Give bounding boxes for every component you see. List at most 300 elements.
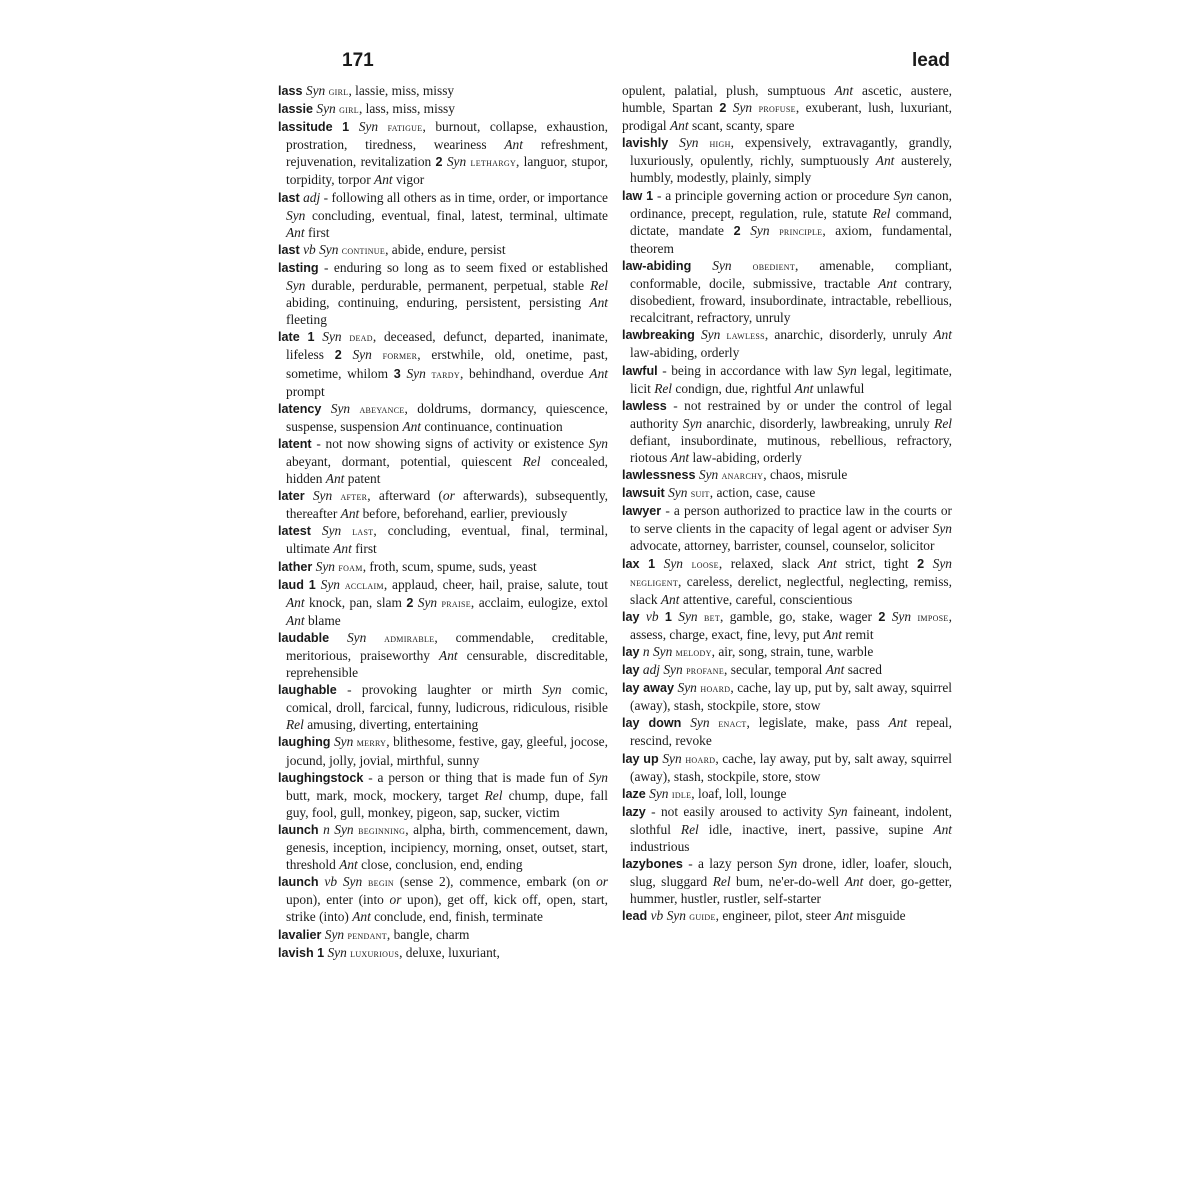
- definition-text: [681, 715, 690, 730]
- definition-text: , secular, temporal: [724, 662, 826, 678]
- cross-reference: former: [382, 348, 418, 363]
- headword: laze: [622, 786, 646, 801]
- definition-text: law-abiding, orderly: [689, 449, 802, 465]
- headword: lay: [622, 663, 640, 678]
- definition-text: sacred: [844, 662, 882, 678]
- headword: lax: [622, 556, 640, 571]
- definition-text: amusing, diverting, entertaining: [303, 717, 479, 733]
- usage-label: Syn: [668, 485, 688, 501]
- headword: lavalier: [278, 927, 322, 942]
- definition-text: , blithesome, festive, gay, gleeful, jocose, jocund, jolly, jovial, mirthful, sunny: [286, 734, 608, 768]
- headword: lay: [622, 645, 640, 659]
- dictionary-entry: [278, 769, 608, 821]
- definition-text: [732, 258, 753, 273]
- headword: laughing: [278, 735, 331, 750]
- sense-number: 2: [733, 223, 741, 238]
- usage-label: Syn: [700, 327, 721, 343]
- definition-text: , amenable, compliant, conformable, docile, submissive, tractable: [630, 257, 952, 292]
- definition-text: condign, due, rightful: [672, 380, 795, 396]
- headword: law: [622, 188, 643, 203]
- usage-label: Ant: [402, 418, 422, 434]
- entry-continuation: [622, 82, 952, 134]
- dictionary-entry: [622, 679, 952, 714]
- cross-reference: enact: [718, 716, 747, 731]
- definition-text: afterwards), subsequently, thereafter: [286, 488, 609, 522]
- cross-reference: hoard: [700, 681, 731, 696]
- definition-text: first: [351, 541, 377, 557]
- dictionary-entry: [278, 558, 608, 576]
- usage-label: Syn: [588, 435, 608, 451]
- dictionary-entry: [622, 326, 952, 361]
- definition-text: legal, legitimate, licit: [630, 362, 952, 396]
- usage-label: Ant: [340, 506, 360, 522]
- usage-label: Syn: [542, 682, 562, 698]
- definition-text: opulent, palatial, plush, sumptuous: [622, 83, 835, 98]
- usage-label: Syn: [663, 555, 683, 571]
- dictionary-entry: [622, 750, 952, 785]
- definition-text: canon, ordinance, precept, regulation, rule, statute: [630, 187, 952, 221]
- dictionary-entry: [622, 661, 952, 679]
- headword: law-abiding: [622, 258, 692, 273]
- definition-text: anarchic, disorderly, lawbreaking, unruly: [702, 415, 935, 431]
- definition-text: [372, 347, 383, 362]
- headword: lay up: [622, 751, 659, 766]
- usage-label: Rel: [680, 821, 699, 837]
- usage-label: Syn: [315, 558, 335, 574]
- usage-label: Ant: [670, 449, 690, 465]
- usage-label: Syn: [406, 365, 426, 381]
- usage-label: or: [596, 874, 608, 890]
- cross-reference: lethargy: [470, 155, 517, 170]
- page-number: 171: [342, 50, 374, 71]
- definition-text: patent: [344, 471, 381, 487]
- usage-label: Rel: [872, 205, 891, 221]
- dictionary-entry: [622, 362, 952, 397]
- usage-label: Rel: [934, 415, 952, 431]
- usage-label: Syn: [321, 523, 342, 539]
- usage-label: Syn: [893, 187, 913, 203]
- definition-text: [924, 556, 933, 571]
- cross-reference: high: [709, 136, 731, 151]
- definition-text: , action, case, cause: [709, 485, 816, 501]
- usage-label: Syn: [712, 257, 732, 273]
- usage-label: Ant: [818, 555, 837, 571]
- definition-text: advocate, attorney, barrister, counsel, counselor, solicitor: [630, 538, 935, 554]
- headword: lawyer: [622, 504, 662, 519]
- definition-text: , gamble, go, stake, wager: [720, 608, 879, 624]
- usage-label: Ant: [878, 276, 897, 292]
- dictionary-entry: [278, 576, 608, 629]
- definition-text: , acclaim, eulogize, extol: [470, 594, 608, 610]
- definition-text: - a person authorized to practice law in the courts or to serve clients in the capacity of legal agent or adviser: [630, 503, 952, 537]
- usage-label: Ant: [339, 857, 358, 873]
- left-column: [278, 82, 608, 962]
- definition-text: prompt: [286, 383, 325, 399]
- dictionary-entry: [622, 907, 952, 925]
- cross-reference: luxurious: [350, 945, 400, 960]
- definition-text: [349, 119, 359, 134]
- definition-text: - provoking laughter or mirth: [336, 682, 543, 698]
- usage-label: Ant: [439, 648, 458, 663]
- guide-word: lead: [911, 50, 950, 71]
- definition-text: , alpha, birth, commencement, dawn, genesis, inception, incipiency, morning, onset, outset, start, threshold: [286, 821, 608, 873]
- definition-text: repeal, rescind, revoke: [630, 715, 952, 749]
- definition-text: , assess, charge, exact, fine, levy, put: [630, 608, 952, 642]
- definition-text: (sense 2), commence, embark (on: [393, 874, 597, 890]
- usage-label: Ant: [823, 626, 842, 642]
- dictionary-page: [278, 48, 953, 960]
- definition-text: , anarchic, disorderly, unruly: [764, 327, 934, 343]
- usage-label: Syn: [327, 944, 347, 960]
- headword: launch: [278, 875, 319, 890]
- definition-text: , deluxe, luxuriant,: [399, 944, 500, 960]
- definition-text: , commendable, creditable, meritorious, praiseworthy: [286, 629, 608, 663]
- definition-text: - a lazy person: [682, 856, 778, 872]
- cross-reference: merry: [356, 735, 387, 750]
- definition-text: remit: [841, 626, 874, 642]
- usage-label: Ant: [504, 137, 523, 153]
- dictionary-entry: [278, 944, 608, 962]
- usage-label: Ant: [325, 471, 345, 487]
- usage-label: Syn: [346, 629, 367, 645]
- usage-label: Syn: [312, 488, 333, 504]
- dictionary-entry: [278, 400, 608, 435]
- definition-text: , loaf, loll, lounge: [691, 785, 787, 801]
- usage-label: Ant: [660, 591, 680, 607]
- definition-text: blame: [304, 612, 341, 628]
- dictionary-entry: [622, 803, 952, 855]
- definition-text: fleeting: [286, 312, 327, 328]
- cross-reference: fatigue: [387, 120, 423, 135]
- usage-label: Syn: [588, 769, 608, 785]
- dictionary-entry: [278, 435, 608, 487]
- usage-label: Ant: [933, 821, 953, 837]
- cross-reference: idle: [671, 786, 692, 801]
- usage-label: Syn: [678, 608, 698, 624]
- usage-label: adj: [303, 189, 321, 205]
- definition-text: , axiom, fundamental, theorem: [630, 222, 952, 256]
- headword: late: [278, 330, 300, 345]
- usage-label: or: [389, 892, 402, 908]
- dictionary-entry: [622, 502, 952, 554]
- usage-label: Syn: [891, 608, 912, 624]
- usage-label: Syn: [305, 83, 326, 98]
- cross-reference: dead: [349, 330, 373, 345]
- usage-label: Ant: [669, 118, 689, 134]
- definition-text: , lassie, miss, missy: [348, 83, 455, 98]
- definition-text: [341, 523, 352, 538]
- definition-text: defiant, insubordinate, mutinous, rebellious, refractory, riotous: [630, 432, 952, 465]
- definition-text: knock, pan, slam: [304, 594, 407, 610]
- definition-text: , chaos, misrule: [763, 467, 848, 483]
- usage-label: Syn: [320, 576, 340, 592]
- headword: lazy: [622, 804, 646, 819]
- headword: lawsuit: [622, 486, 665, 501]
- dictionary-entry: [622, 397, 952, 466]
- cross-reference: loose: [691, 556, 719, 571]
- usage-label: Syn: [649, 785, 669, 801]
- definition-text: [342, 347, 353, 362]
- headword: lay down: [622, 716, 682, 731]
- sense-number: 2: [334, 348, 342, 363]
- headword: latest: [278, 524, 311, 539]
- usage-label: Syn: [932, 521, 952, 537]
- definition-text: [321, 401, 330, 416]
- headword: last: [278, 242, 300, 257]
- definition-text: austerely, humbly, modestly, plainly, simply: [630, 153, 952, 186]
- definition-text: [668, 135, 679, 150]
- usage-label: Ant: [933, 327, 952, 343]
- headword: laudable: [278, 630, 330, 645]
- dictionary-entry: [622, 608, 952, 643]
- cross-reference: admirable: [384, 630, 435, 645]
- definition-text: continuance, continuation: [421, 418, 563, 434]
- definition-text: , abide, endure, persist: [385, 241, 506, 257]
- cross-reference: pendant: [347, 927, 387, 942]
- cross-reference: profane: [686, 663, 725, 678]
- definition-text: faineant, indolent, slothful: [630, 803, 952, 837]
- dictionary-entry: [278, 118, 608, 188]
- usage-label: Rel: [484, 787, 503, 803]
- definition-text: , afterward (: [367, 488, 443, 504]
- definition-text: , languor, stupor, torpidity, torpor: [286, 154, 608, 188]
- definition-text: [655, 556, 664, 571]
- usage-label: Syn: [446, 154, 467, 170]
- sense-number: 3: [393, 366, 401, 381]
- definition-text: before, beforehand, earlier, previously: [359, 506, 568, 522]
- definition-text: , froth, scum, spume, suds, yeast: [362, 558, 537, 574]
- definition-text: misguide: [853, 908, 906, 924]
- headword: lasting: [278, 260, 319, 275]
- headword: lassie: [278, 102, 314, 117]
- definition-text: [329, 630, 347, 645]
- dictionary-entry: [622, 643, 952, 661]
- dictionary-entry: [278, 100, 608, 118]
- cross-reference: tardy: [431, 366, 460, 381]
- headword: last: [278, 190, 300, 205]
- dictionary-entry: [278, 733, 608, 768]
- headword: lawlessness: [622, 468, 696, 483]
- dictionary-entry: [278, 821, 608, 873]
- usage-label: Syn: [732, 100, 753, 116]
- headword: lead: [622, 909, 648, 924]
- headword: lassitude: [278, 120, 333, 135]
- definition-text: strict, tight: [836, 555, 918, 571]
- definition-text: , cache, lay up, put by, salt away, squirrel (away), stash, stockpile, store, stow: [630, 680, 952, 714]
- sense-number: 2: [719, 101, 727, 116]
- definition-text: - a principle governing action or procedure: [653, 187, 894, 203]
- dictionary-entry: [278, 487, 608, 522]
- cross-reference: profuse: [758, 101, 796, 116]
- cross-reference: acclaim: [344, 577, 384, 592]
- usage-label: Ant: [286, 612, 305, 628]
- definition-text: law-abiding, orderly: [630, 345, 740, 361]
- dictionary-entry: [278, 873, 608, 925]
- cross-reference: bet: [704, 609, 721, 624]
- definition-text: , careless, derelict, neglectful, neglecting, remiss, slack: [630, 573, 952, 607]
- cross-reference: obedient: [752, 258, 796, 273]
- usage-label: Rel: [712, 874, 731, 890]
- usage-label: Syn: [662, 750, 682, 766]
- usage-label: Ant: [589, 295, 608, 311]
- cross-reference: hoard: [685, 751, 716, 766]
- definition-text: durable, perdurable, permanent, perpetual, stable: [305, 278, 591, 294]
- cross-reference: melody: [675, 645, 712, 659]
- usage-label: Syn: [286, 207, 306, 223]
- dictionary-entry: [278, 681, 608, 733]
- definition-text: unlawful: [813, 380, 865, 396]
- usage-label: or: [442, 488, 455, 504]
- dictionary-entry: [278, 259, 608, 328]
- definition-text: industrious: [630, 839, 690, 855]
- usage-label: Ant: [286, 594, 305, 610]
- usage-label: Syn: [324, 926, 345, 942]
- cross-reference: abeyance: [359, 401, 405, 416]
- cross-reference: praise: [441, 595, 471, 610]
- usage-label: Syn: [352, 347, 372, 363]
- sense-number: 1: [342, 120, 350, 135]
- usage-label: Syn: [679, 135, 699, 151]
- definition-text: , expensively, extravagantly, grandly, luxuriously, opulently, richly, sumptuously: [630, 135, 952, 169]
- definition-text: idle, inactive, inert, passive, supine: [698, 821, 934, 837]
- cross-reference: suit: [690, 486, 710, 501]
- sense-number: 1: [646, 188, 654, 203]
- headword: lass: [278, 84, 303, 98]
- dictionary-entry: [622, 855, 952, 907]
- definition-text: vigor: [392, 172, 425, 188]
- usage-label: Syn: [828, 803, 848, 819]
- definition-text: [378, 119, 388, 134]
- cross-reference: after: [340, 489, 368, 504]
- usage-label: Ant: [888, 715, 908, 731]
- cross-reference: guide: [689, 909, 716, 924]
- definition-text: chump, dupe, fall guy, fool, gull, monkey, pigeon, sap, sucker, victim: [286, 787, 608, 820]
- usage-label: Ant: [825, 662, 845, 678]
- usage-label: vb: [303, 241, 316, 257]
- definition-text: , exuberant, lush, luxuriant, prodigal: [622, 100, 952, 134]
- headword: lazybones: [622, 857, 683, 872]
- definition-text: first: [304, 224, 330, 240]
- sense-number: 2: [406, 595, 414, 610]
- usage-label: Ant: [794, 380, 814, 396]
- usage-label: Ant: [333, 541, 352, 557]
- headword: laud: [278, 577, 304, 592]
- cross-reference: last: [352, 524, 374, 539]
- sense-number: 1: [308, 577, 316, 592]
- sense-number: 1: [307, 330, 315, 345]
- definition-text: [333, 119, 343, 134]
- headword: lavish: [278, 945, 314, 960]
- usage-label: adj: [642, 662, 660, 678]
- definition-text: [311, 523, 322, 538]
- headword: lay away: [622, 681, 674, 696]
- usage-label: Ant: [352, 909, 371, 925]
- definition-text: - a person or thing that is made fun of: [363, 769, 589, 785]
- sense-number: 1: [317, 945, 325, 960]
- definition-text: [691, 258, 712, 273]
- cross-reference: impose: [917, 609, 949, 624]
- definition-text: abeyant, dormant, potential, quiescent: [286, 453, 523, 469]
- definition-text: contrary, disobedient, froward, insubordinate, intractable, rebellious, recalcitrant, refractory, unruly: [630, 276, 952, 326]
- headword: latency: [278, 401, 322, 416]
- dictionary-entry: [278, 241, 608, 259]
- cross-reference: foam: [338, 559, 363, 574]
- dictionary-entry: [278, 522, 608, 557]
- usage-label: Syn: [677, 680, 697, 696]
- usage-label: Ant: [834, 908, 854, 924]
- cross-reference: principle: [779, 223, 823, 238]
- dictionary-entry: [622, 484, 952, 502]
- definition-text: , engineer, pilot, steer: [715, 908, 835, 924]
- definition-text: - following all others as in time, order, or importance: [320, 189, 608, 205]
- dictionary-entry: [622, 257, 952, 326]
- cross-reference: anarchy: [721, 468, 764, 483]
- entry-columns: [278, 82, 952, 962]
- dictionary-entry: [278, 189, 608, 241]
- definition-text: close, conclusion, end, ending: [357, 857, 523, 873]
- usage-label: Rel: [654, 380, 673, 396]
- usage-label: Ant: [374, 172, 393, 188]
- definition-text: - not easily aroused to activity: [645, 803, 829, 819]
- definition-text: drone, idler, loafer, slouch, slug, sluggard: [630, 856, 952, 890]
- definition-text: , burnout, collapse, exhaustion, prostration, tiredness, weariness: [286, 119, 608, 153]
- definition-text: concluding, eventual, final, latest, terminal, ultimate: [305, 207, 608, 223]
- usage-label: Syn: [777, 856, 798, 872]
- cross-reference: beginning: [358, 822, 406, 837]
- cross-reference: continue: [341, 242, 386, 257]
- definition-text: abiding, continuing, enduring, persistent, persisting: [286, 295, 590, 311]
- definition-text: , behindhand, overdue: [459, 365, 590, 381]
- dictionary-entry: [622, 714, 952, 749]
- definition-text: [366, 630, 384, 645]
- usage-label: Syn: [837, 362, 857, 378]
- usage-label: vb: [645, 608, 659, 624]
- dictionary-entry: [622, 187, 952, 257]
- usage-label: Ant: [589, 365, 608, 381]
- definition-text: butt, mark, mock, mockery, target: [286, 787, 485, 803]
- usage-label: Syn: [330, 400, 351, 416]
- definition-text: [741, 223, 751, 238]
- definition-text: , lass, miss, missy: [358, 101, 455, 117]
- definition-text: , cache, lay away, put by, salt away, squirrel (away), stash, stockpile, store, stow: [630, 750, 952, 784]
- dictionary-entry: [278, 328, 608, 399]
- definition-text: , deceased, defunct, departed, inanimate, lifeless: [286, 329, 608, 363]
- usage-label: Syn: [319, 241, 339, 257]
- usage-label: Ant: [875, 153, 895, 169]
- definition-text: bum, ne'er-do-well: [730, 874, 845, 890]
- usage-label: Syn: [682, 415, 703, 431]
- usage-label: Syn: [750, 222, 770, 238]
- usage-label: Rel: [590, 278, 608, 294]
- usage-label: Ant: [834, 83, 854, 98]
- definition-text: , concluding, eventual, final, terminal, ultimate: [286, 523, 608, 557]
- definition-text: - enduring so long as to seem fixed or established: [318, 259, 608, 275]
- sense-number: 2: [878, 609, 886, 624]
- headword: laughable: [278, 683, 337, 698]
- headword: lay: [622, 609, 640, 624]
- definition-text: - not now showing signs of activity or existence: [311, 435, 589, 451]
- usage-label: Ant: [286, 224, 305, 240]
- usage-label: Syn: [333, 734, 354, 750]
- dictionary-entry: [278, 82, 608, 100]
- headword: lawbreaking: [622, 328, 695, 343]
- definition-text: attentive, careful, conscientious: [679, 591, 853, 607]
- usage-label: Syn: [663, 662, 683, 678]
- usage-label: Syn: [417, 594, 438, 610]
- definition-text: , applaud, cheer, hail, praise, salute, tout: [383, 576, 608, 592]
- usage-label: Rel: [286, 717, 304, 733]
- usage-label: Syn: [286, 278, 306, 294]
